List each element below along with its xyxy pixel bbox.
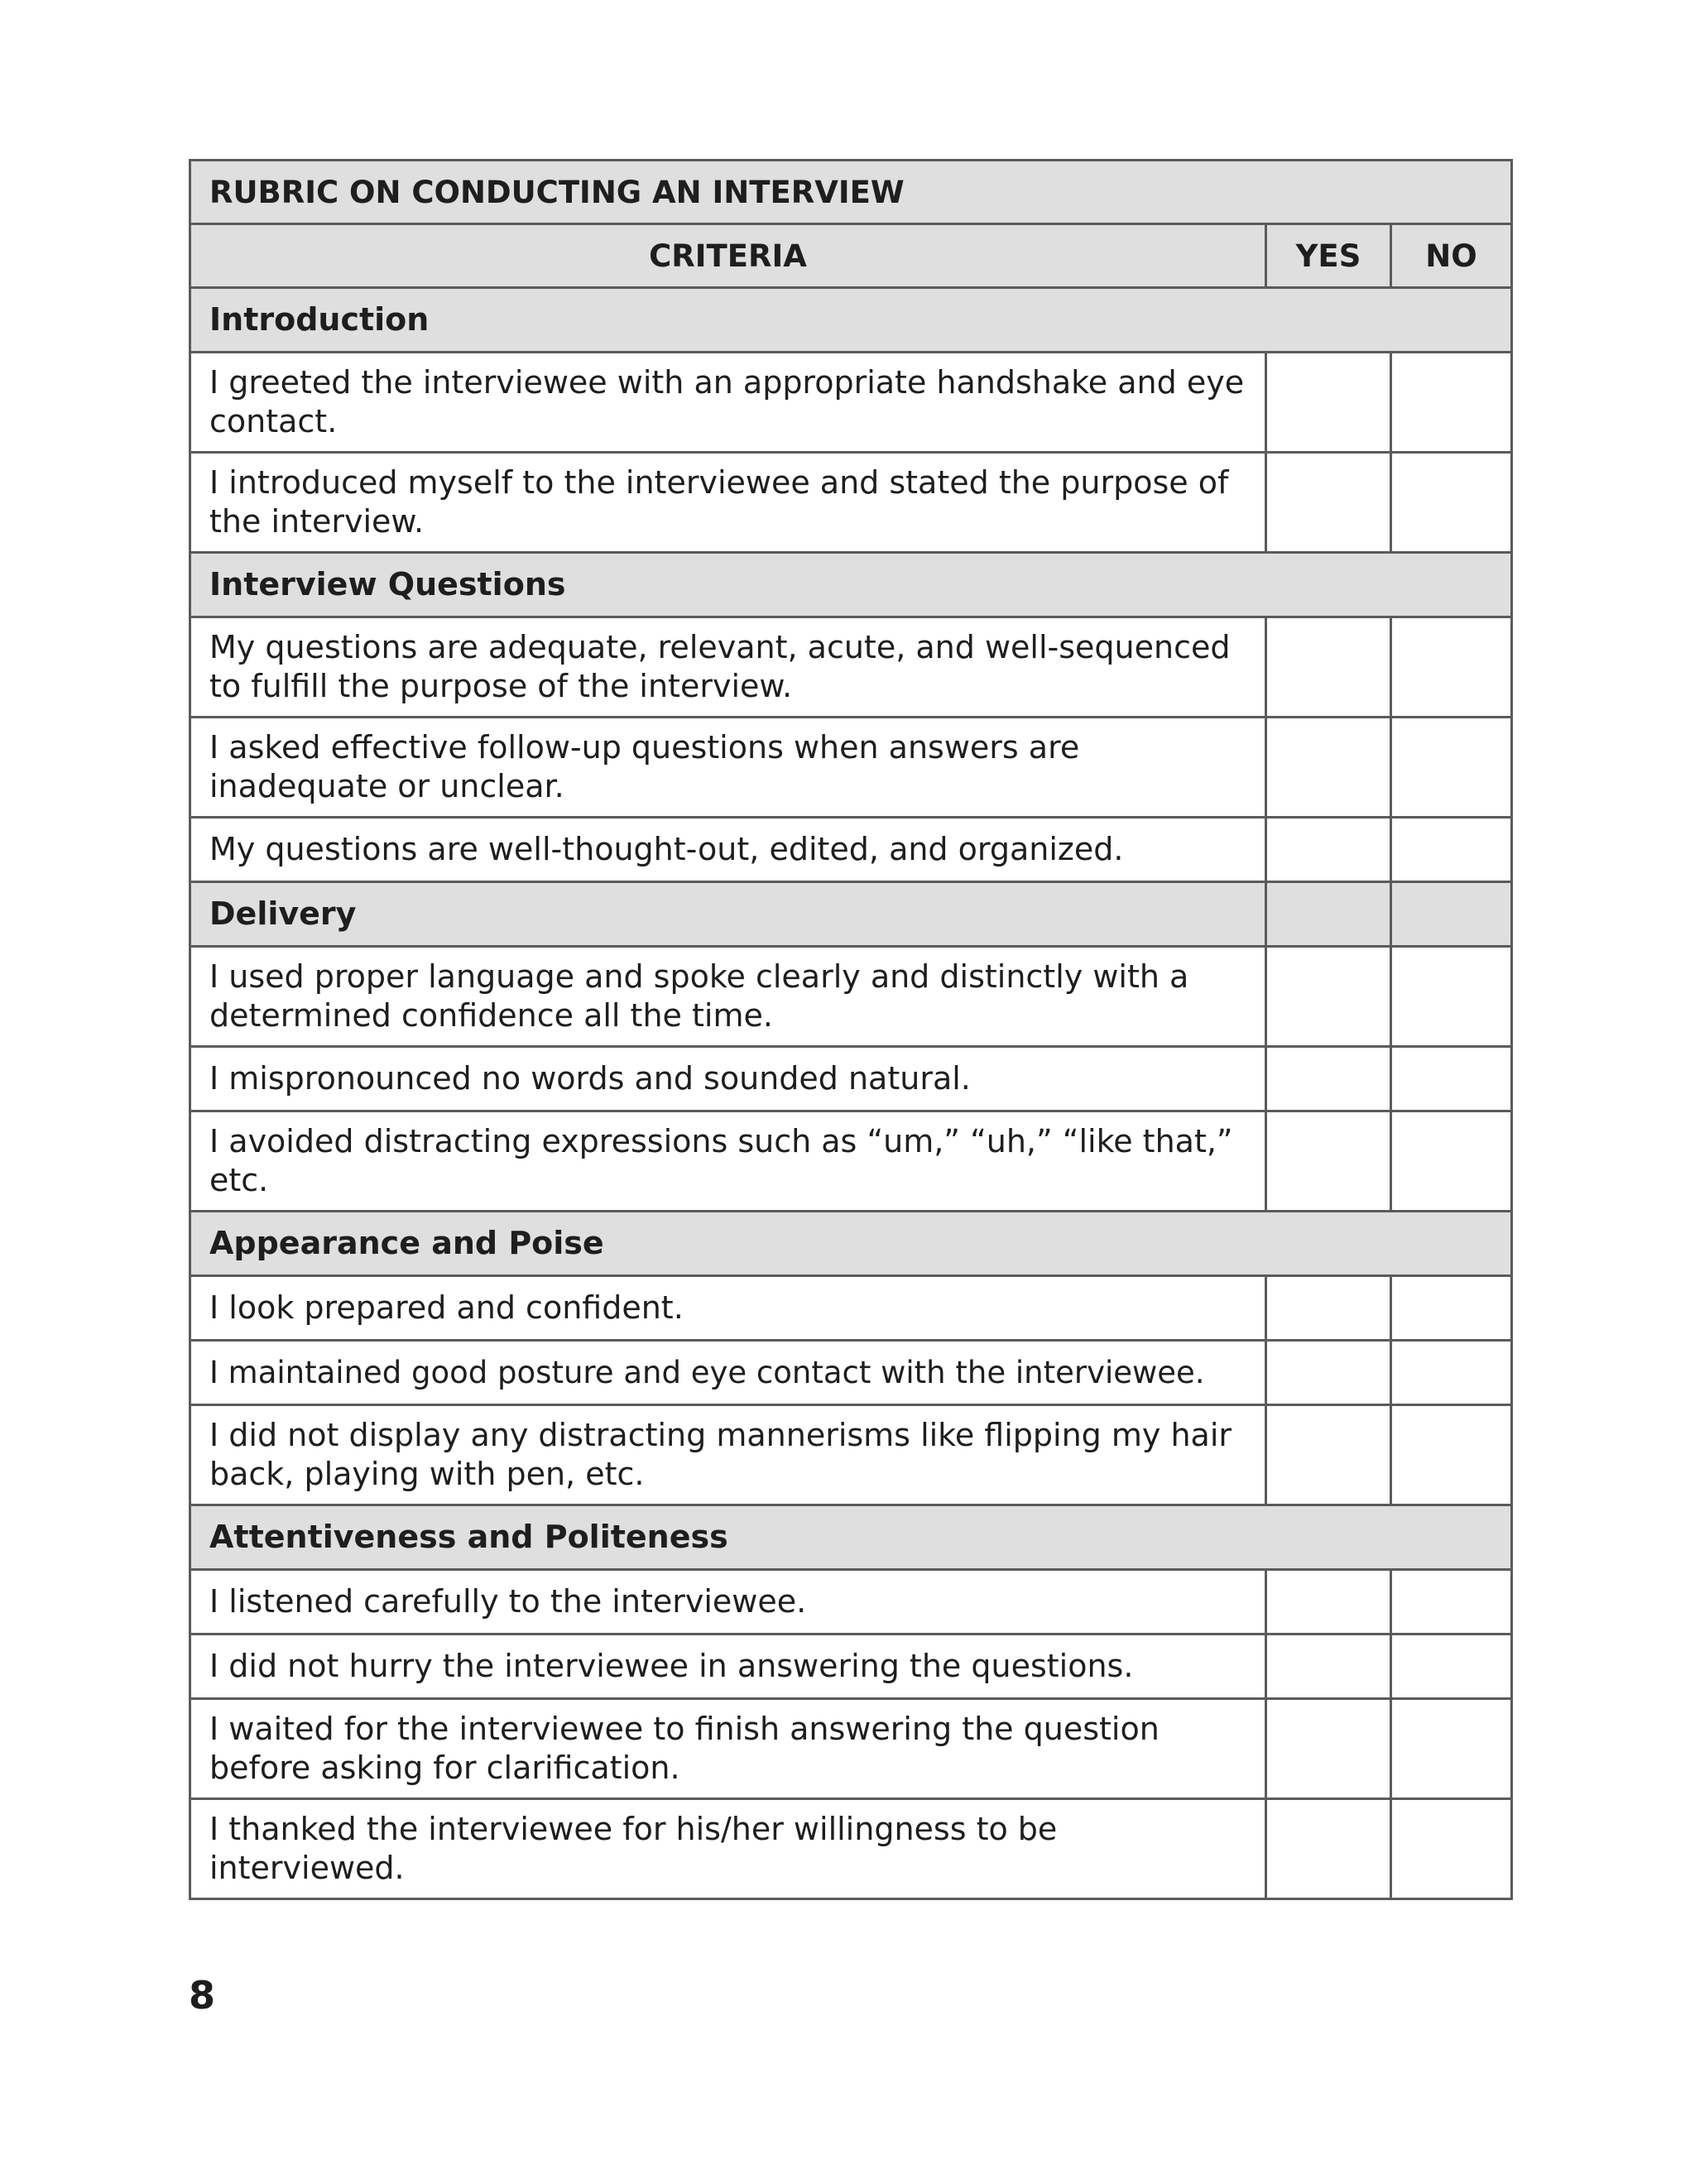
criterion-text: My questions are well-thought-out, edited, and organized. <box>190 818 1266 882</box>
no-checkbox-cell[interactable] <box>1391 353 1512 453</box>
criterion-row <box>190 1570 1512 1634</box>
criterion-text: I thanked the interviewee for his/her willingness to be interviewed. <box>190 1799 1266 1899</box>
yes-checkbox-cell[interactable] <box>1266 1799 1391 1899</box>
no-checkbox-cell[interactable] <box>1391 947 1512 1047</box>
criterion-row <box>190 1405 1512 1505</box>
criterion-text: I introduced myself to the interviewee and stated the purpose of the interview. <box>190 453 1266 553</box>
section-row <box>190 882 1512 947</box>
yes-checkbox-cell[interactable] <box>1266 353 1391 453</box>
rubric-title: RUBRIC ON CONDUCTING AN INTERVIEW <box>190 161 1512 224</box>
yes-checkbox-cell[interactable] <box>1266 453 1391 553</box>
criterion-text: I asked effective follow-up questions when answers are inadequate or unclear. <box>190 718 1266 818</box>
yes-checkbox-cell[interactable] <box>1266 1276 1391 1341</box>
section-heading-introduction: Introduction <box>190 288 1512 353</box>
section-heading-attentiveness-and-politeness: Attentiveness and Politeness <box>190 1505 1512 1570</box>
criterion-row <box>190 1047 1512 1111</box>
no-checkbox-cell[interactable] <box>1391 1276 1512 1341</box>
yes-checkbox-cell[interactable] <box>1266 718 1391 818</box>
yes-checkbox-cell[interactable] <box>1266 1047 1391 1111</box>
page-number: 8 <box>189 1973 216 2018</box>
criterion-text: I avoided distracting expressions such as “um,” “uh,” “like that,” etc. <box>190 1111 1266 1212</box>
no-checkbox-cell[interactable] <box>1391 1634 1512 1699</box>
criterion-row <box>190 818 1512 882</box>
section-yes-cell <box>1266 882 1391 947</box>
criterion-text: I greeted the interviewee with an appropriate handshake and eye contact. <box>190 353 1266 453</box>
section-row <box>190 1212 1512 1276</box>
criterion-row <box>190 718 1512 818</box>
criterion-row <box>190 1799 1512 1899</box>
criterion-row <box>190 1699 1512 1799</box>
yes-checkbox-cell[interactable] <box>1266 818 1391 882</box>
section-row <box>190 288 1512 353</box>
criterion-row <box>190 1341 1512 1405</box>
yes-checkbox-cell[interactable] <box>1266 1699 1391 1799</box>
no-checkbox-cell[interactable] <box>1391 453 1512 553</box>
no-checkbox-cell[interactable] <box>1391 1570 1512 1634</box>
criterion-text: I did not hurry the interviewee in answering the questions. <box>190 1634 1266 1699</box>
criterion-row <box>190 353 1512 453</box>
criterion-text: I used proper language and spoke clearly and distinctly with a determined confidence all the time. <box>190 947 1266 1047</box>
no-checkbox-cell[interactable] <box>1391 818 1512 882</box>
criterion-row <box>190 617 1512 718</box>
criterion-row <box>190 1634 1512 1699</box>
section-row <box>190 1505 1512 1570</box>
yes-checkbox-cell[interactable] <box>1266 1634 1391 1699</box>
no-checkbox-cell[interactable] <box>1391 617 1512 718</box>
no-checkbox-cell[interactable] <box>1391 718 1512 818</box>
section-no-cell <box>1391 882 1512 947</box>
section-heading-delivery: Delivery <box>190 882 1266 947</box>
criterion-text: I waited for the interviewee to finish answering the question before asking for clarification. <box>190 1699 1266 1799</box>
yes-checkbox-cell[interactable] <box>1266 1570 1391 1634</box>
yes-checkbox-cell[interactable] <box>1266 617 1391 718</box>
criterion-text: I listened carefully to the interviewee. <box>190 1570 1266 1634</box>
yes-checkbox-cell[interactable] <box>1266 1405 1391 1505</box>
criterion-row <box>190 453 1512 553</box>
section-heading-appearance-and-poise: Appearance and Poise <box>190 1212 1512 1276</box>
no-checkbox-cell[interactable] <box>1391 1699 1512 1799</box>
yes-checkbox-cell[interactable] <box>1266 1341 1391 1405</box>
no-checkbox-cell[interactable] <box>1391 1047 1512 1111</box>
criteria-column-header: CRITERIA <box>190 224 1266 288</box>
section-heading-interview-questions: Interview Questions <box>190 553 1512 617</box>
no-checkbox-cell[interactable] <box>1391 1341 1512 1405</box>
criterion-row <box>190 1111 1512 1212</box>
yes-checkbox-cell[interactable] <box>1266 1111 1391 1212</box>
criterion-text: I did not display any distracting mannerisms like flipping my hair back, playing with pen, etc. <box>190 1405 1266 1505</box>
no-checkbox-cell[interactable] <box>1391 1111 1512 1212</box>
section-row <box>190 553 1512 617</box>
criterion-text: My questions are adequate, relevant, acute, and well-sequenced to fulfill the purpose of the interview. <box>190 617 1266 718</box>
criterion-text: I look prepared and confident. <box>190 1276 1266 1341</box>
rubric-table <box>189 159 1513 1900</box>
yes-column-header: YES <box>1266 224 1391 288</box>
no-checkbox-cell[interactable] <box>1391 1405 1512 1505</box>
criterion-row <box>190 1276 1512 1341</box>
criterion-text: I maintained good posture and eye contact with the interviewee. <box>190 1341 1266 1405</box>
no-checkbox-cell[interactable] <box>1391 1799 1512 1899</box>
no-column-header: NO <box>1391 224 1512 288</box>
yes-checkbox-cell[interactable] <box>1266 947 1391 1047</box>
criterion-row <box>190 947 1512 1047</box>
criterion-text: I mispronounced no words and sounded natural. <box>190 1047 1266 1111</box>
